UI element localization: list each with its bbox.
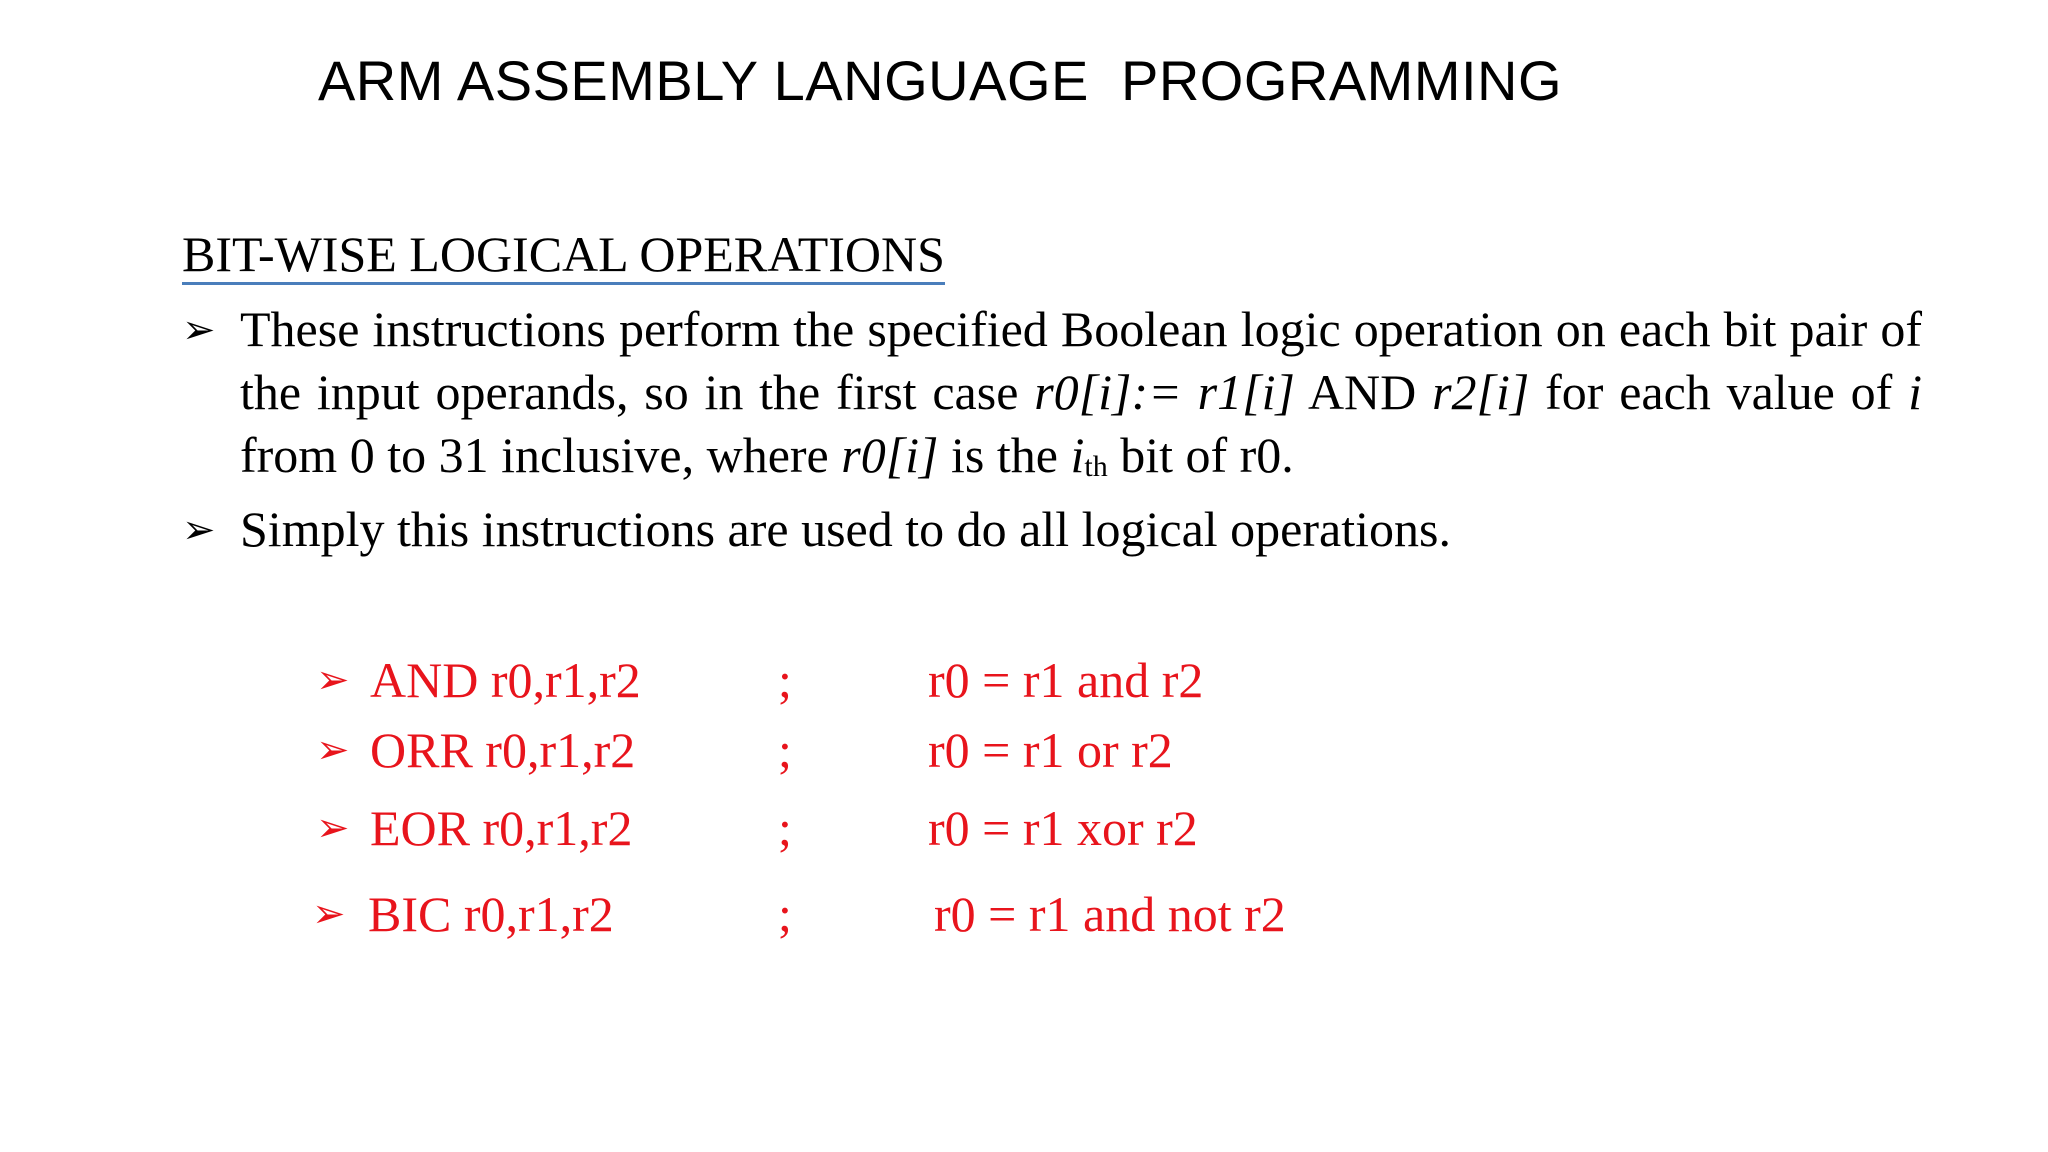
bullet-text-italic: r0[i]:= r1[i] — [1034, 364, 1295, 420]
arrow-bullet-icon: ➢ — [182, 307, 216, 352]
bullet-text-part: from 0 to 31 inclusive, where — [240, 427, 842, 483]
bullet-text — [240, 298, 1922, 498]
arrow-bullet-icon: ➢ — [316, 727, 350, 772]
operation-description: r0 = r1 and r2 — [928, 652, 1204, 708]
bullet-text-part: is the — [938, 427, 1071, 483]
operation-separator: ; — [778, 652, 792, 708]
section-heading: BIT-WISE LOGICAL OPERATIONS — [182, 228, 945, 285]
operation-separator: ; — [778, 886, 792, 942]
operation-description: r0 = r1 xor r2 — [928, 800, 1198, 856]
bullet-item-1 — [182, 298, 1922, 498]
bullet-text-part: for each value of — [1529, 364, 1909, 420]
operation-separator: ; — [778, 722, 792, 778]
arrow-bullet-icon: ➢ — [312, 891, 346, 936]
arrow-bullet-icon: ➢ — [182, 507, 216, 552]
arrow-bullet-icon: ➢ — [316, 657, 350, 702]
operation-instruction: AND r0,r1,r2 — [370, 652, 641, 708]
bullet-text-italic: r0[i] — [841, 427, 939, 483]
bullet-text-subscript: th — [1084, 450, 1108, 483]
operation-instruction: BIC r0,r1,r2 — [368, 886, 614, 942]
operation-description: r0 = r1 and not r2 — [934, 886, 1286, 942]
bullet-text-part: AND — [1294, 364, 1433, 420]
operation-description: r0 = r1 or r2 — [928, 722, 1173, 778]
bullet-text-part: These instructions perform the specified Boolean logic operation on each bit pair of the input operands, so in the first case — [240, 301, 1922, 420]
bullet-text-italic: i — [1070, 427, 1085, 483]
bullet-text-italic: r2[i] — [1432, 364, 1530, 420]
arrow-bullet-icon: ➢ — [316, 805, 350, 850]
operation-instruction: EOR r0,r1,r2 — [370, 800, 633, 856]
operation-separator: ; — [778, 800, 792, 856]
operation-instruction: ORR r0,r1,r2 — [370, 722, 636, 778]
bullet-text-italic: i — [1908, 364, 1923, 420]
bullet-item-2 — [182, 498, 1922, 561]
bullet-text: Simply this instructions are used to do all logical operations. — [240, 501, 1451, 557]
slide-title: ARM ASSEMBLY LANGUAGE PROGRAMMING — [317, 49, 1563, 112]
bullet-text-part: bit of r0. — [1107, 427, 1294, 483]
